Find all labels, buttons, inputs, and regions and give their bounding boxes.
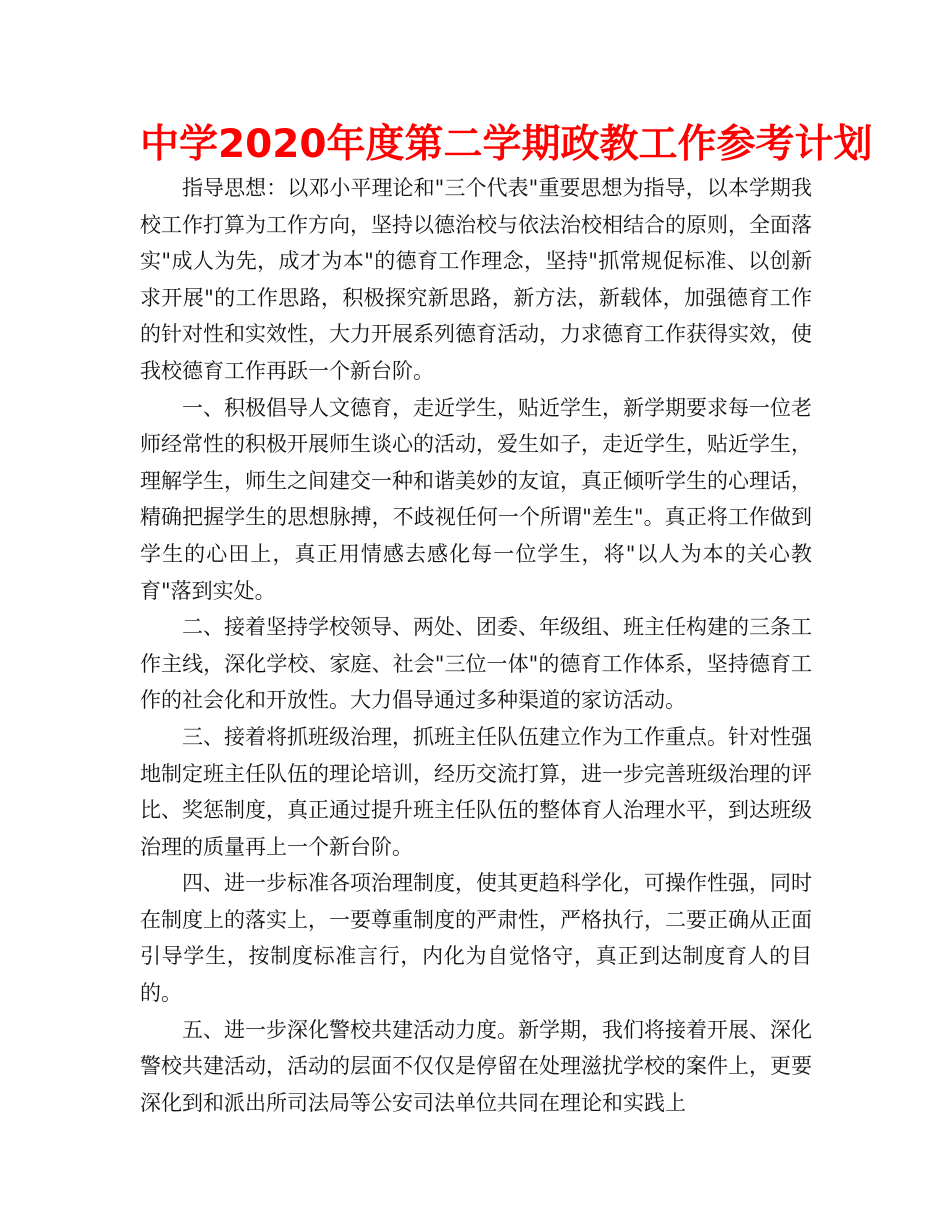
paragraph-item-1: 一、积极倡导人文德育，走近学生，贴近学生，新学期要求每一位老师经常性的积极开展师生谈心的活动，爱生如子，走近学生，贴近学生，理解学生，师生之间建交一种和谐美妙的友谊，真正倾听学生的心理话，精确把握学生的思想脉搏，不歧视任何一个所谓"差生"。真正将工作做到学生的心田上，真正用情感去感化每一位学生，将"以人为本的关心教育"落到实处。 bbox=[140, 395, 812, 603]
paragraph-guiding-thought: 指导思想：以邓小平理论和"三个代表"重要思想为指导，以本学期我校工作打算为工作方向，坚持以德治校与依法治校相结合的原则，全面落实"成人为先，成才为本"的德育工作理念，坚持"抓常规促标准、以创新求开展"的工作思路，积极探究新思路，新方法，新载体，加强德育工作的针对性和实效性，大力开展系列德育活动，力求德育工作获得实效，使我校德育工作再跃一个新台阶。 bbox=[140, 176, 812, 383]
paragraph-item-3: 三、接着将抓班级治理，抓班主任队伍建立作为工作重点。针对性强地制定班主任队伍的理论培训，经历交流打算，进一步完善班级治理的评比、奖惩制度，真正通过提升班主任队伍的整体育人治理水平，到达班级治理的质量再上一个新台阶。 bbox=[140, 724, 812, 859]
paragraph-item-5: 五、进一步深化警校共建活动力度。新学期，我们将接着开展、深化警校共建活动，活动的层面不仅仅是停留在处理滋扰学校的案件上，更要深化到和派出所司法局等公安司法单位共同在理论和实践上 bbox=[140, 1017, 812, 1115]
document-title: 中学2020年度第二学期政教工作参考计划 bbox=[140, 122, 873, 167]
paragraph-item-2: 二、接着坚持学校领导、两处、团委、年级组、班主任构建的三条工作主线，深化学校、家庭、社会"三位一体"的德育工作体系，坚持德育工作的社会化和开放性。大力倡导通过多种渠道的家访活动。 bbox=[140, 615, 812, 713]
document-body bbox=[140, 170, 812, 1121]
paragraph-item-4: 四、进一步标准各项治理制度，使其更趋科学化，可操作性强，同时在制度上的落实上，一要尊重制度的严肃性，严格执行，二要正确从正面引导学生，按制度标准言行，内化为自觉恪守，真正到达制度育人的目的。 bbox=[140, 871, 812, 1006]
